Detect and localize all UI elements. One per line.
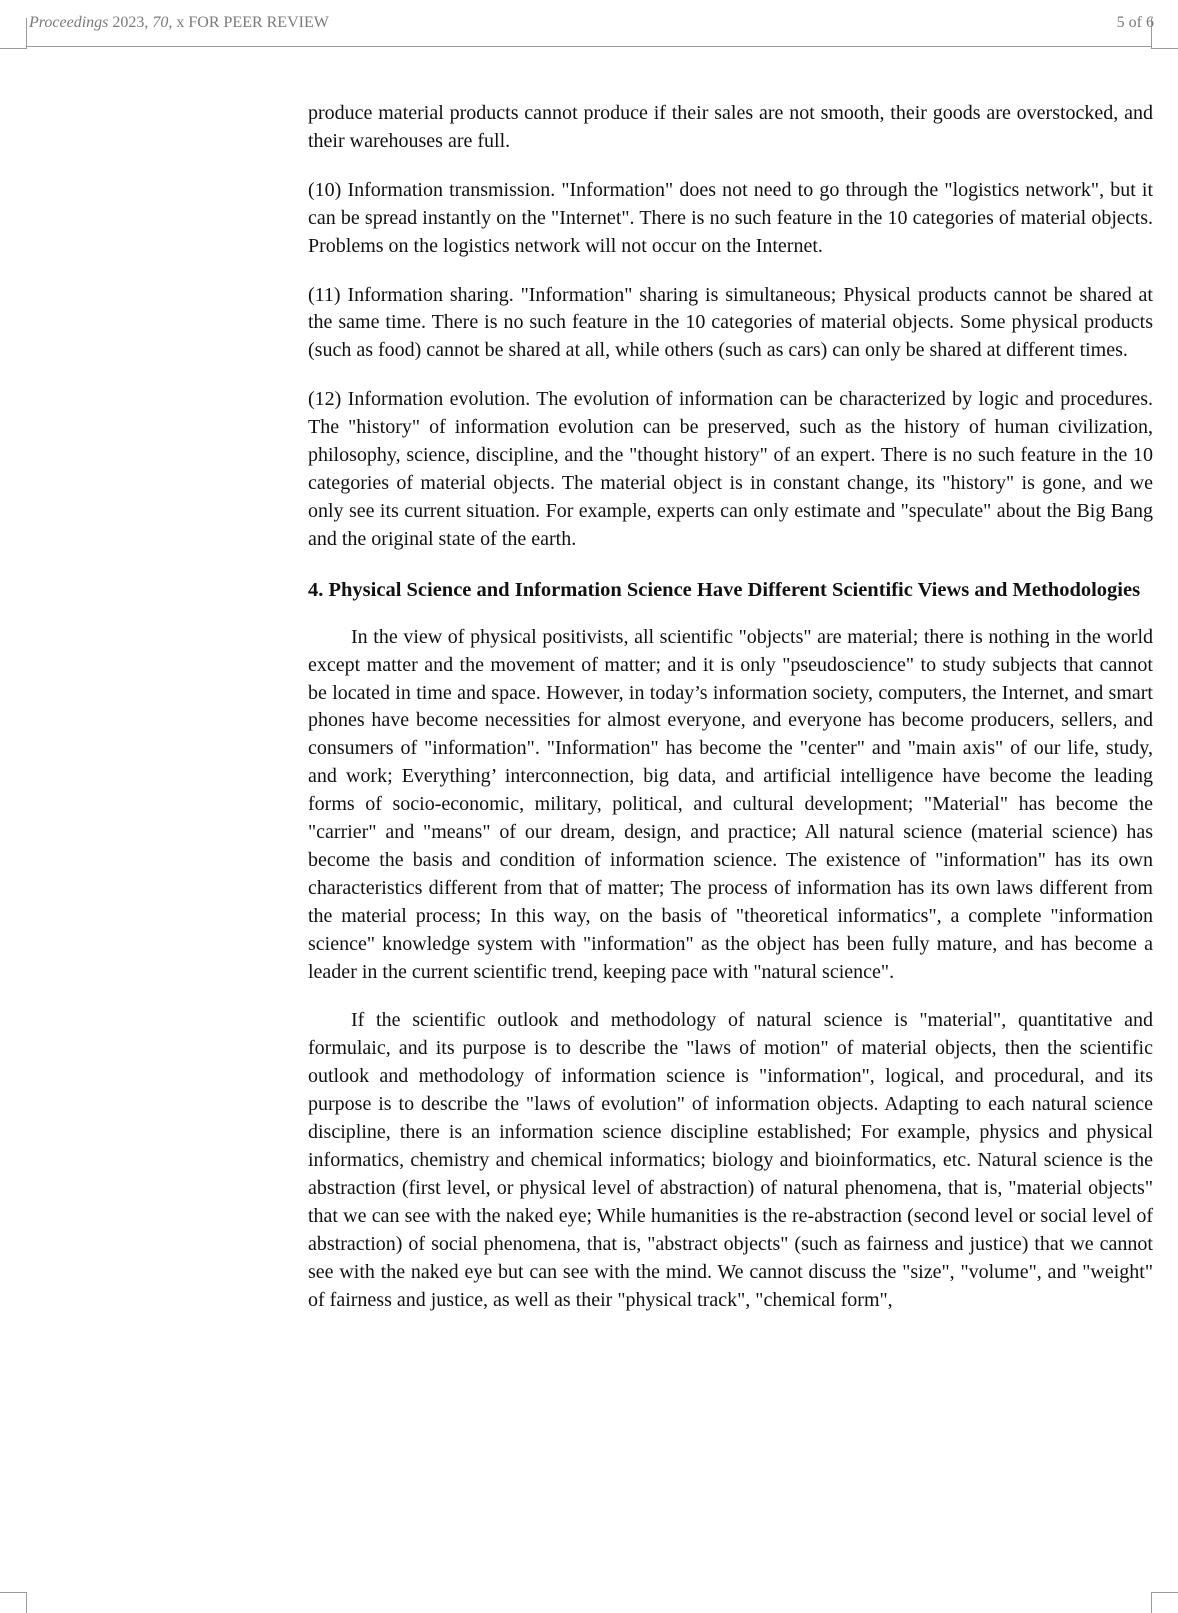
paragraph-information-transmission: (10) Information transmission. "Information" does not need to go through the "logistics network", but it can be spread instantly on the "Internet". There is no such feature in the 10 categories of material objects. Problems on the logistics network will not occur on the Internet. [308,178,1153,257]
paragraph-scientific-outlook: If the scientific outlook and methodology of natural science is "material", quantitative and formulaic, and its purpose is to describe the "laws of motion" of material objects, then the scientific outlook and methodology of information science is "information", logical, and procedural, and its purpose is to describe the "laws of evolution" of information objects. Adapting to each natural science discipline, there is an information science discipline established; For example, physics and physical informatics, chemistry and chemical informatics; biology and bioinformatics, etc. Natural science is the abstraction (first level, or physical level of abstraction) of natural phenomena, that is, "material objects" that we can see with the naked eye; While humanities is the re-abstraction (second level or social level of abstraction) of social phenomena, that is, "abstract objects" (such as fairness and justice) that we cannot see with the naked eye but can see with the mind. We cannot discuss the "size", "volume", and "weight" of fairness and justice, as well as their "physical track", "chemical form", [308,1009,1153,1311]
journal-volume: 70, [152,14,173,31]
crop-mark-bottom-right [1151,1592,1178,1613]
paragraph-physical-positivists: In the view of physical positivists, all scientific "objects" are material; there is nothing in the world except matter and the movement of matter; and it is only "pseudoscience" to study subjects that cannot be located in time and space. However, in today’s information society, computers, the Internet, and smart phones have become necessities for almost everyone, and everyone has become producers, sellers, and consumers of "information". "Information" has become the "center" and "main axis" of our life, study, and work; Everything’ interconnection, big data, and artificial intelligence have become the leading forms of socio-economic, military, political, and cultural development; "Material" has become the "carrier" and "means" of our dream, design, and practice; All natural science (material science) has become the basis and condition of information science. The existence of "information" has its own characteristics different from that of matter; The process of information has its own laws different from the material process; In this way, on the basis of "theoretical informatics", a complete "information science" knowledge system with "information" as the object has been fully mature, and has become a leader in the current scientific trend, keeping pace with "natural science". [308,625,1153,983]
crop-mark-top-right [1151,18,1178,49]
header-rule [26,46,1152,47]
page-body [308,100,1153,1335]
crop-mark-bottom-left [0,1592,27,1613]
paragraph-information-sharing: (11) Information sharing. "Information" sharing is simultaneous; Physical products cannot be shared at the same time. There is no such feature in the 10 categories of material objects. Some physical products (such as food) cannot be shared at all, while others (such as cars) can only be shared at different times. [308,283,1153,362]
review-status: x FOR PEER REVIEW [176,14,329,31]
page-number: 5 of 6 [1116,14,1154,31]
running-header-citation [29,14,329,32]
paragraph-continued: produce material products cannot produce if their sales are not smooth, their goods are overstocked, and their warehouses are full. [308,102,1153,152]
journal-year: 2023, [112,14,149,31]
paragraph-information-evolution: (12) Information evolution. The evolution of information can be characterized by logic and procedures. The "history" of information evolution can be preserved, such as the history of human civilization, philosophy, science, discipline, and the "thought history" of an expert. There is no such feature in the 10 categories of material objects. The material object is in constant change, its "history" is gone, and we only see its current situation. For example, experts can only estimate and "speculate" about the Big Bang and the original state of the earth. [308,388,1153,550]
crop-mark-top-left [0,18,27,49]
journal-name: Proceedings [29,14,109,31]
page-header [0,0,1178,48]
section-4-heading: 4. Physical Science and Information Science Have Different Scientific Views and Methodologies [308,578,1141,601]
